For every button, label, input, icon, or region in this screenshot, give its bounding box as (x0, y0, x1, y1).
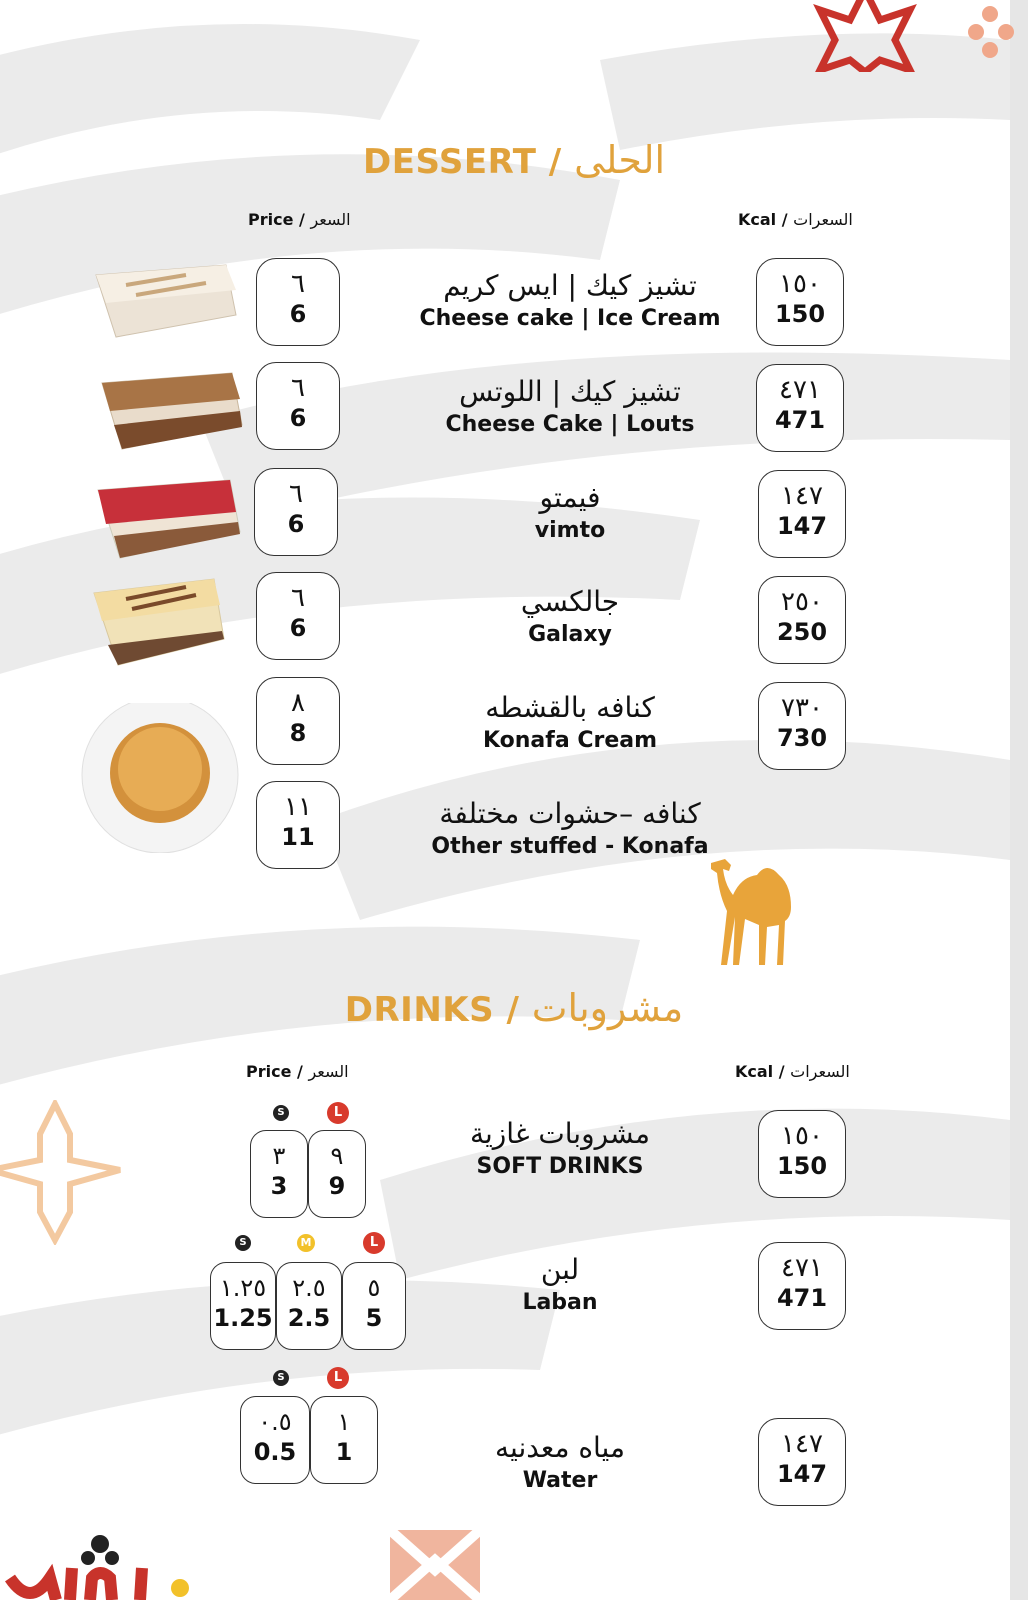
dessert-item-name: جالكسي Galaxy (520, 585, 620, 647)
size-small-badge: S (273, 1370, 289, 1386)
dessert-kcal-box: ١٥٠ 150 (756, 258, 844, 346)
dessert-kcal-header: Kcal / السعرات (738, 210, 853, 229)
dessert-title-en: DESSERT / (363, 142, 562, 182)
dessert-kcal-box: ٧٣٠ 730 (758, 682, 846, 770)
size-large-badge: L (327, 1102, 349, 1124)
drink-price-box: ٩ 9 (308, 1130, 366, 1218)
dessert-title-ar: الحلى (574, 138, 665, 182)
brand-logo-partial (0, 1528, 200, 1600)
ornament-bottom-icon (390, 1530, 480, 1600)
konafa-cream-photo (80, 703, 245, 853)
drink-kcal-box: ١٤٧ 147 (758, 1418, 846, 1506)
dessert-item-name: تشيز كيك | اللوتس Cheese Cake | Louts (445, 375, 695, 437)
dessert-price-box: ١١ 11 (256, 781, 340, 869)
vimto-dessert-photo (90, 462, 250, 562)
drinks-title (0, 986, 1028, 1030)
drink-price-box: ١ 1 (310, 1396, 378, 1484)
drinks-title-ar: مشروبات (531, 986, 684, 1030)
dessert-price-box: ٦ 6 (256, 572, 340, 660)
ornament-star-icon (810, 0, 920, 72)
drink-price-box: ٥ 5 (342, 1262, 406, 1350)
drink-item-name: لبن Laban (522, 1253, 598, 1315)
drinks-price-header: Price / السعر (246, 1062, 349, 1081)
dessert-item-name: فيمتو vimto (534, 481, 606, 543)
dessert-price-box: ٨ 8 (256, 677, 340, 765)
cheesecake-icecream-photo (86, 245, 246, 345)
drink-price-box: ٢.٥ 2.5 (276, 1262, 342, 1350)
dessert-kcal-box: ٢٥٠ 250 (758, 576, 846, 664)
dessert-price-box: ٦ 6 (256, 362, 340, 450)
dessert-price-box: ٦ 6 (256, 258, 340, 346)
drinks-title-en: DRINKS / (344, 990, 520, 1030)
camel-icon (705, 855, 805, 970)
drink-kcal-box: ٤٧١ 471 (758, 1242, 846, 1330)
dessert-item-name: كنافه بالقشطه Konafa Cream (482, 691, 658, 753)
drink-item-name: مشروبات غازية SOFT DRINKS (469, 1117, 651, 1179)
drinks-kcal-header: Kcal / السعرات (735, 1062, 850, 1081)
size-small-badge: S (235, 1235, 251, 1251)
size-large-badge: L (327, 1367, 349, 1389)
dessert-kcal-box: ١٤٧ 147 (758, 470, 846, 558)
dessert-price-box: ٦ 6 (254, 468, 338, 556)
dessert-item-name: كنافه –حشوات مختلفة Other stuffed - Konafa (431, 797, 709, 859)
ornament-cross-icon (0, 1100, 130, 1245)
drink-kcal-box: ١٥٠ 150 (758, 1110, 846, 1198)
dessert-kcal-box: ٤٧١ 471 (756, 364, 844, 452)
dessert-item-name: تشيز كيك | ايس كريم Cheese cake | Ice Cream (419, 269, 721, 331)
dessert-price-header: Price / السعر (248, 210, 351, 229)
galaxy-dessert-photo (86, 565, 236, 670)
drink-price-box: ٣ 3 (250, 1130, 308, 1218)
size-large-badge: L (363, 1232, 385, 1254)
drink-price-box: ١.٢٥ 1.25 (210, 1262, 276, 1350)
drink-price-box: ٠.٥ 0.5 (240, 1396, 310, 1484)
dessert-title (0, 138, 1028, 182)
ornament-flower-icon (968, 6, 1018, 62)
cheesecake-lotus-photo (92, 355, 252, 455)
size-medium-badge: M (297, 1234, 315, 1252)
drink-item-name: مياه معدنيه Water (494, 1431, 625, 1493)
size-small-badge: S (273, 1105, 289, 1121)
